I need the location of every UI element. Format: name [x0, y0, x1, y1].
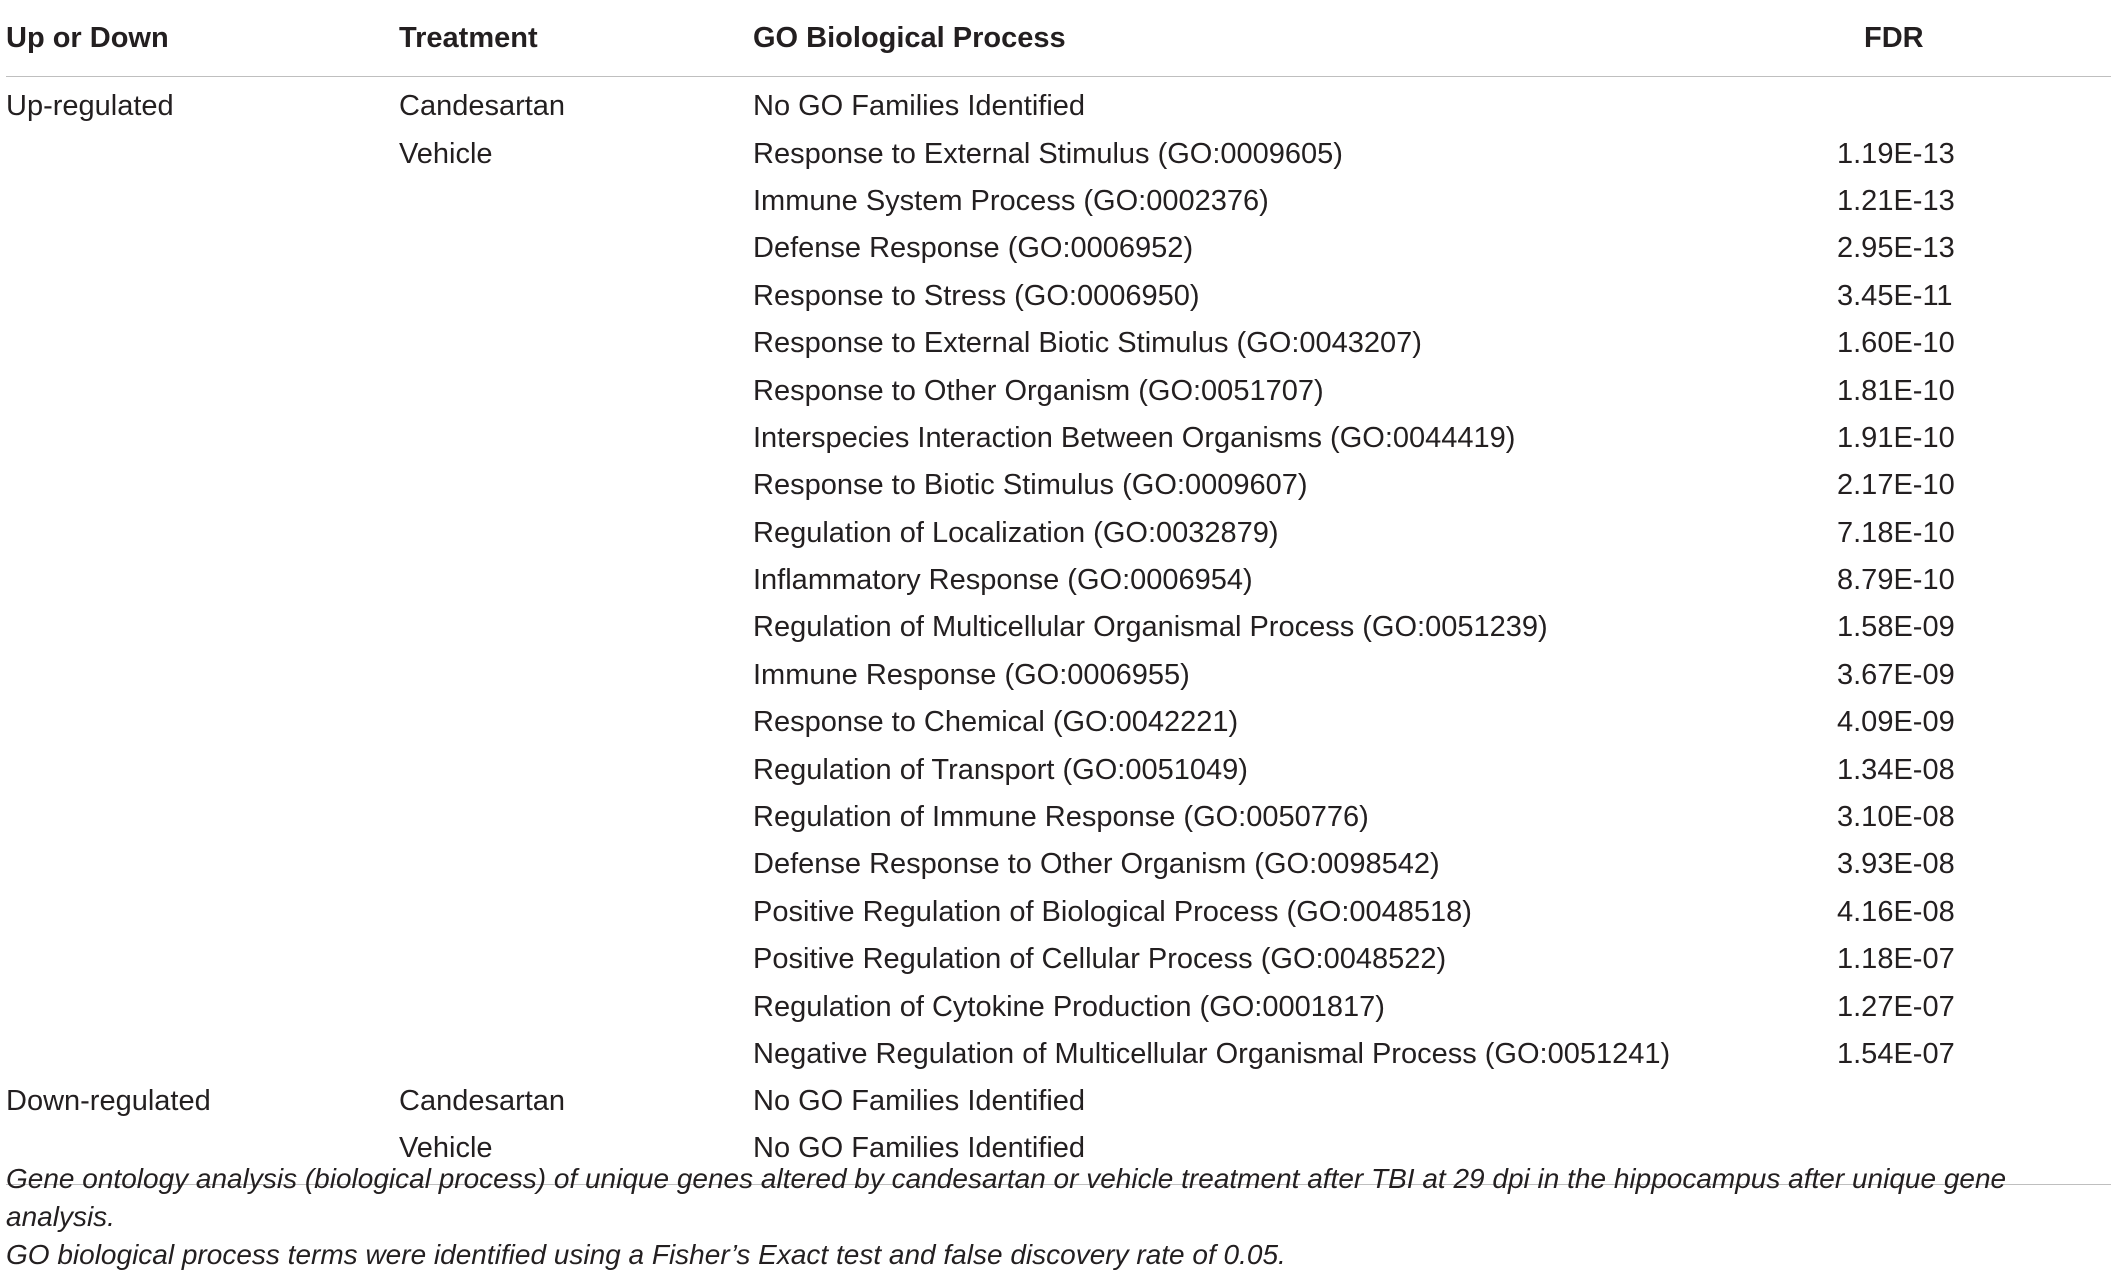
go-process-cell: Regulation of Localization (GO:0032879)	[753, 516, 1279, 549]
treatment-cell	[399, 273, 753, 320]
direction-cell	[6, 178, 399, 225]
direction-cell	[6, 983, 399, 1030]
treatment-cell	[399, 794, 753, 841]
fdr-cell: 1.58E-09	[1837, 611, 1955, 644]
fdr-cell: 1.81E-10	[1837, 374, 1955, 407]
direction-cell	[6, 746, 399, 793]
table-row	[6, 225, 2111, 272]
go-process-cell: No GO Families Identified	[753, 90, 1086, 123]
fdr-cell: 1.54E-07	[1837, 1038, 1955, 1070]
fdr-cell: 1.60E-10	[1837, 327, 1955, 360]
caption-line-1: Gene ontology analysis (biological process) of unique genes altered by candesartan or vehicle treatment after TBI at 29 dpi in the hippocampus after unique gene analysis.	[6, 1163, 2007, 1232]
fdr-cell	[1808, 77, 2111, 131]
go-process-cell: Response to External Biotic Stimulus (GO:0043207)	[753, 327, 1422, 360]
fdr-cell	[1808, 1078, 2111, 1125]
fdr-cell: 4.09E-09	[1837, 706, 1955, 739]
go-process-cell: No GO Families Identified	[753, 1085, 1086, 1118]
table-row	[6, 889, 2111, 936]
treatment-cell	[399, 462, 753, 509]
fdr-cell: 3.10E-08	[1837, 801, 1955, 834]
fdr-cell: 8.79E-10	[1837, 564, 1955, 597]
fdr-cell: 1.21E-13	[1837, 184, 1955, 217]
treatment-cell	[399, 178, 753, 225]
go-process-cell: Response to Biotic Stimulus (GO:0009607)	[753, 469, 1308, 502]
table-row	[6, 510, 2111, 557]
direction-cell	[6, 652, 399, 699]
table-row	[6, 1031, 2111, 1078]
header-row	[6, 0, 2111, 77]
fdr-cell: 1.18E-07	[1837, 943, 1955, 976]
go-process-cell: Immune Response (GO:0006955)	[753, 658, 1190, 691]
direction-cell: Up-regulated	[6, 90, 174, 123]
direction-cell: Down-regulated	[6, 1085, 211, 1118]
treatment-cell	[399, 225, 753, 272]
go-process-cell: Response to Stress (GO:0006950)	[753, 279, 1200, 312]
fdr-cell: 2.17E-10	[1837, 469, 1955, 502]
go-process-cell: Defense Response to Other Organism (GO:0098542)	[753, 848, 1440, 881]
fdr-cell: 7.18E-10	[1837, 516, 1955, 549]
treatment-cell	[399, 320, 753, 367]
go-process-cell: Defense Response (GO:0006952)	[753, 232, 1194, 265]
table-row	[6, 604, 2111, 651]
go-process-cell: Regulation of Immune Response (GO:0050776)	[753, 801, 1369, 834]
direction-cell	[6, 320, 399, 367]
fdr-cell: 4.16E-08	[1837, 895, 1955, 928]
treatment-cell	[399, 699, 753, 746]
table-caption	[6, 1160, 2111, 1274]
treatment-cell: Candesartan	[399, 1085, 566, 1118]
direction-cell	[6, 557, 399, 604]
fdr-cell: 3.67E-09	[1837, 658, 1955, 691]
go-table	[6, 0, 2111, 1185]
direction-cell	[6, 462, 399, 509]
direction-cell	[6, 415, 399, 462]
treatment-cell	[399, 983, 753, 1030]
direction-cell	[6, 225, 399, 272]
table-row	[6, 841, 2111, 888]
treatment-cell	[399, 841, 753, 888]
header-up-or-down: Up or Down	[6, 0, 399, 77]
caption-line-2: GO biological process terms were identified using a Fisher’s Exact test and false discovery rate of 0.05.	[6, 1239, 1286, 1270]
table-row	[6, 557, 2111, 604]
treatment-cell: Vehicle	[399, 1126, 753, 1185]
treatment-cell	[399, 604, 753, 651]
treatment-cell	[399, 367, 753, 414]
go-process-cell: Regulation of Multicellular Organismal Process (GO:0051239)	[753, 611, 1548, 644]
treatment-cell	[399, 510, 753, 557]
direction-cell	[6, 889, 399, 936]
treatment-cell: Candesartan	[399, 90, 566, 123]
table-row	[6, 1078, 2111, 1125]
table-row	[6, 273, 2111, 320]
table-row	[6, 983, 2111, 1030]
table-row	[6, 367, 2111, 414]
go-process-cell: Interspecies Interaction Between Organisms (GO:0044419)	[753, 421, 1516, 454]
table-row	[6, 462, 2111, 509]
treatment-cell	[399, 415, 753, 462]
direction-cell	[6, 699, 399, 746]
table-row	[6, 699, 2111, 746]
header-treatment: Treatment	[399, 0, 753, 77]
direction-cell	[6, 130, 399, 177]
treatment-cell	[399, 746, 753, 793]
fdr-cell: 3.93E-08	[1837, 848, 1955, 881]
table-row	[6, 794, 2111, 841]
table-header	[6, 0, 2111, 77]
fdr-cell: 1.19E-13	[1837, 137, 1955, 170]
go-process-cell: Positive Regulation of Biological Process (GO:0048518)	[753, 895, 1472, 928]
fdr-cell: 2.95E-13	[1837, 232, 1955, 265]
table-body	[6, 77, 2111, 1185]
table-row	[6, 178, 2111, 225]
go-process-cell: Response to Chemical (GO:0042221)	[753, 706, 1239, 739]
fdr-cell: 3.45E-11	[1837, 279, 1953, 312]
direction-cell	[6, 604, 399, 651]
treatment-cell	[399, 652, 753, 699]
treatment-cell	[399, 889, 753, 936]
direction-cell	[6, 841, 399, 888]
table-row	[6, 746, 2111, 793]
direction-cell	[6, 367, 399, 414]
direction-cell	[6, 794, 399, 841]
treatment-cell	[399, 557, 753, 604]
go-process-cell: Regulation of Transport (GO:0051049)	[753, 753, 1248, 786]
go-process-cell: Response to External Stimulus (GO:0009605)	[753, 137, 1343, 170]
treatment-cell: Vehicle	[399, 137, 493, 170]
go-process-cell: Positive Regulation of Cellular Process (GO:0048522)	[753, 943, 1447, 976]
fdr-cell: 1.34E-08	[1837, 753, 1955, 786]
direction-cell	[6, 936, 399, 983]
fdr-cell: 1.27E-07	[1837, 990, 1955, 1023]
table-row	[6, 320, 2111, 367]
direction-cell	[6, 510, 399, 557]
go-process-cell: Response to Other Organism (GO:0051707)	[753, 374, 1324, 407]
table-row	[6, 130, 2111, 177]
go-process-cell: Negative Regulation of Multicellular Organismal Process (GO:0051241)	[753, 1038, 1671, 1070]
direction-cell	[6, 273, 399, 320]
table-row	[6, 77, 2111, 131]
go-process-cell: Inflammatory Response (GO:0006954)	[753, 564, 1253, 597]
table-row	[6, 936, 2111, 983]
table-row	[6, 652, 2111, 699]
treatment-cell	[399, 936, 753, 983]
treatment-cell	[399, 1031, 753, 1078]
table-row	[6, 415, 2111, 462]
header-fdr: FDR	[1808, 0, 2111, 77]
header-go-process: GO Biological Process	[753, 0, 1808, 77]
direction-cell	[6, 1031, 399, 1078]
fdr-cell: 1.91E-10	[1837, 421, 1955, 454]
go-process-cell: Immune System Process (GO:0002376)	[753, 184, 1269, 217]
go-process-cell: Regulation of Cytokine Production (GO:0001817)	[753, 990, 1385, 1023]
go-process-cell: No GO Families Identified	[753, 1126, 1808, 1185]
